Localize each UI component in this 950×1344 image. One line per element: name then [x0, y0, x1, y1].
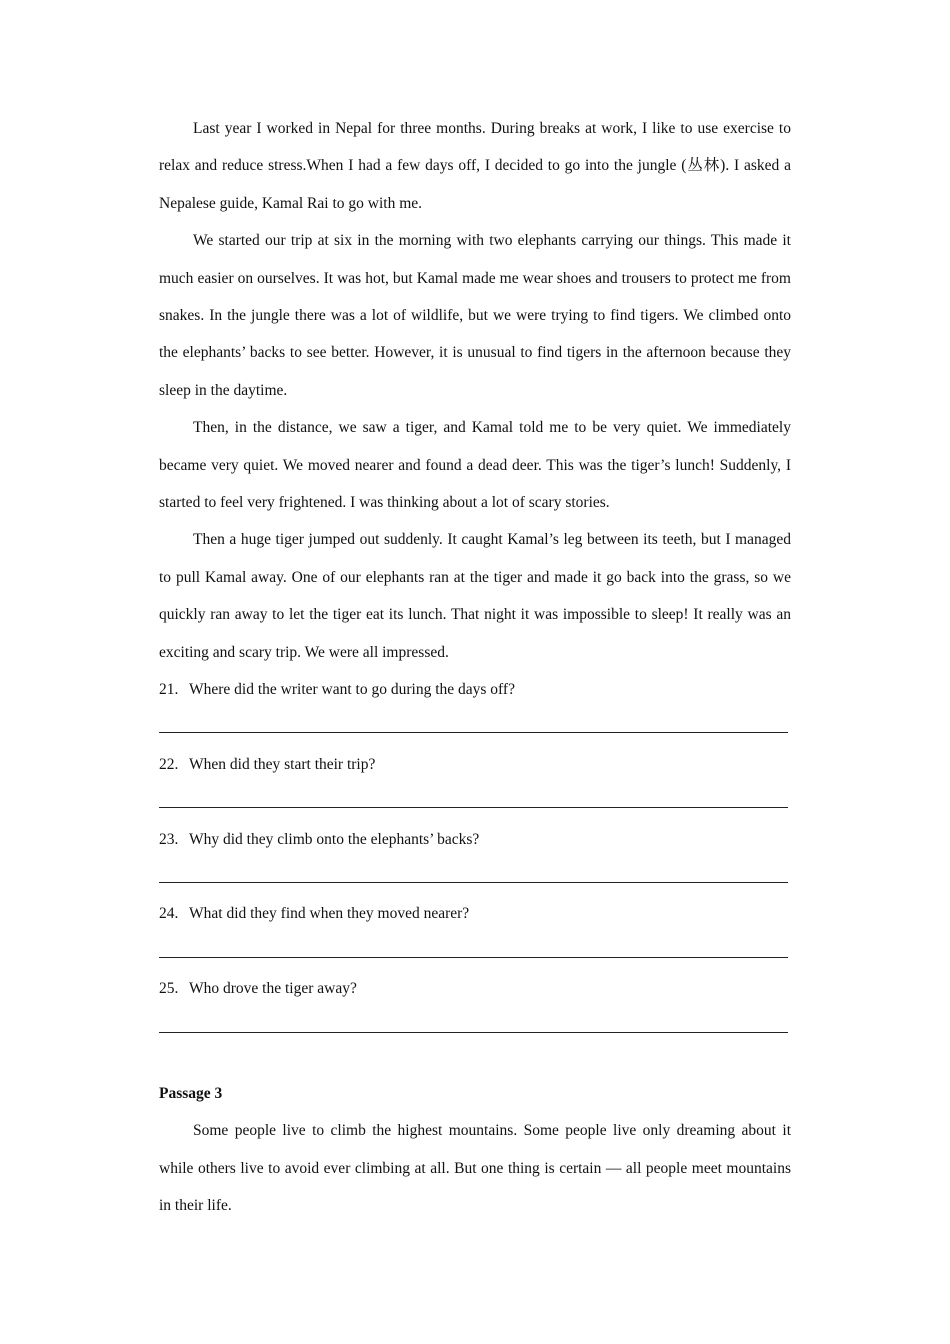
question-number: 24. [159, 905, 179, 923]
question-number: 22. [159, 755, 179, 773]
answer-line[interactable] [159, 933, 791, 970]
question-text: Why did they climb onto the elephants’ backs? [189, 830, 480, 848]
answer-line[interactable] [159, 708, 791, 745]
passage-paragraph: We started our trip at six in the morning with two elephants carrying our things. This made it much easier on ourselves. It was hot, but Kamal made me wear shoes and trousers to protect me from snakes. In the jungle there was a lot of wildlife, but we were trying to find tigers. We climbed onto the elephants’ backs to see better. However, it is unusual to find tigers in the afternoon because they sleep in the daytime. [159, 232, 791, 399]
section-spacer [159, 1045, 791, 1075]
question-text: Where did the writer want to go during the days off? [189, 681, 515, 699]
question-22 [159, 746, 791, 783]
question-23 [159, 821, 791, 858]
passage-paragraph: Some people live to climb the highest mountains. Some people live only dreaming about it while others live to avoid ever climbing at all. But one thing is certain — all people meet mountains in their life. [159, 1122, 791, 1215]
question-text: What did they find when they moved nearer? [189, 905, 470, 923]
document-page [159, 110, 791, 1225]
passage-heading: Passage 3 [159, 1085, 223, 1102]
question-25 [159, 970, 791, 1007]
passage-paragraph: Last year I worked in Nepal for three months. During breaks at work, I like to use exercise to relax and reduce stress.When I had a few days off, I decided to go into the jungle (丛林). I asked a Nepalese guide, Kamal Rai to go with me. [159, 120, 791, 212]
passage-paragraph: Then, in the distance, we saw a tiger, and Kamal told me to be very quiet. We immediately became very quiet. We moved nearer and found a dead deer. This was the tiger’s lunch! Suddenly, I started to feel very frightened. I was thinking about a lot of scary stories. [159, 419, 791, 512]
question-text: When did they start their trip? [189, 755, 376, 773]
answer-line[interactable] [159, 858, 791, 895]
question-21 [159, 671, 791, 708]
question-text: Who drove the tiger away? [189, 980, 357, 998]
answer-line[interactable] [159, 1008, 791, 1045]
question-number: 21. [159, 681, 179, 699]
passage-paragraph: Then a huge tiger jumped out suddenly. It caught Kamal’s leg between its teeth, but I managed to pull Kamal away. One of our elephants ran at the tiger and made it go back into the grass, so we quickly ran away to let the tiger eat its lunch. That night it was impossible to sleep! It really was an exciting and scary trip. We were all impressed. [159, 531, 791, 661]
question-number: 23. [159, 830, 179, 848]
answer-line[interactable] [159, 783, 791, 820]
question-24 [159, 895, 791, 932]
question-number: 25. [159, 980, 179, 998]
